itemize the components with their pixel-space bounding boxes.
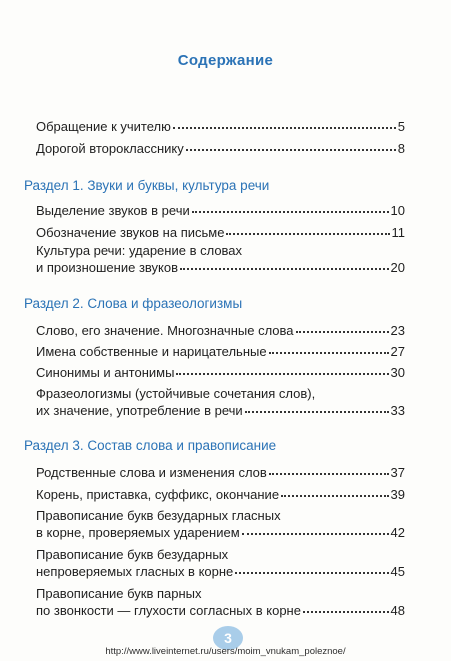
entry-page: 11 xyxy=(391,225,405,240)
entry-page: 30 xyxy=(390,365,405,380)
entry-text: непроверяемых гласных в корне xyxy=(36,564,234,579)
entry-page: 37 xyxy=(390,465,405,480)
entry-page: 23 xyxy=(390,323,405,338)
toc-entry-2-0[interactable] xyxy=(36,322,405,339)
toc-entry-3-1[interactable] xyxy=(36,486,405,503)
dot-leader xyxy=(296,330,389,333)
toc-entry-3-4[interactable] xyxy=(36,585,405,619)
entry-page: 33 xyxy=(390,403,405,418)
dot-leader xyxy=(180,267,389,270)
entry-text: Обращение к учителю xyxy=(36,119,171,134)
entry-page: 20 xyxy=(390,260,405,275)
toc-entry-2-3[interactable] xyxy=(36,385,405,419)
entry-page: 8 xyxy=(397,141,405,156)
entry-text: их значение, употребление в речи xyxy=(36,403,243,418)
entry-text: Синонимы и антонимы xyxy=(36,365,175,380)
toc-entry-1-2[interactable] xyxy=(36,242,405,276)
entry-text: Слово, его значение. Многозначные слова xyxy=(36,323,294,338)
entry-text: Выделение звуков в речи xyxy=(36,203,190,218)
entry-text: в корне, проверяемых ударением xyxy=(36,525,240,540)
entry-page: 48 xyxy=(390,603,405,618)
entry-text-line1: Культура речи: ударение в словах xyxy=(36,243,243,258)
toc-entry-intro-0[interactable] xyxy=(36,118,405,135)
entry-text-line1: Правописание букв безударных xyxy=(36,547,229,562)
section-heading-2[interactable]: Раздел 2. Слова и фразеологизмы xyxy=(24,296,243,311)
toc-entry-2-1[interactable] xyxy=(36,343,405,360)
toc-entry-intro-1[interactable] xyxy=(36,140,405,157)
page-number-badge: 3 xyxy=(213,626,243,650)
entry-text: Обозначение звуков на письме xyxy=(36,225,225,240)
entry-page: 27 xyxy=(390,344,405,359)
entry-page: 39 xyxy=(390,487,405,502)
toc-entry-2-2[interactable] xyxy=(36,364,405,381)
entry-page: 45 xyxy=(390,564,405,579)
toc-entry-3-0[interactable] xyxy=(36,464,405,481)
dot-leader xyxy=(269,351,389,354)
dot-leader xyxy=(245,410,389,413)
dot-leader xyxy=(226,232,389,235)
page-title: Содержание xyxy=(177,52,274,69)
entry-text-line1: Фразеологизмы (устойчивые сочетания слов), xyxy=(36,386,316,401)
entry-page: 42 xyxy=(390,525,405,540)
dot-leader xyxy=(281,494,388,497)
entry-text: Имена собственные и нарицательные xyxy=(36,344,267,359)
watermark-url: http://www.liveinternet.ru/users/moim_vnukam_poleznoe/ xyxy=(105,646,346,657)
dot-leader xyxy=(242,532,389,535)
toc-entry-3-2[interactable] xyxy=(36,507,405,541)
toc-entry-1-0[interactable] xyxy=(36,202,405,219)
entry-text: Родственные слова и изменения слов xyxy=(36,465,267,480)
dot-leader xyxy=(269,472,389,475)
dot-leader xyxy=(235,571,388,574)
entry-text-line1: Правописание букв парных xyxy=(36,586,202,601)
entry-text: и произношение звуков xyxy=(36,260,178,275)
dot-leader xyxy=(176,372,388,375)
entry-text: Дорогой второкласснику xyxy=(36,141,184,156)
dot-leader xyxy=(303,610,389,613)
entry-text-line1: Правописание букв безударных гласных xyxy=(36,508,281,523)
dot-leader xyxy=(173,126,396,129)
section-heading-3[interactable]: Раздел 3. Состав слова и правописание xyxy=(24,438,277,453)
entry-text: по звонкости — глухости согласных в корне xyxy=(36,603,301,618)
section-heading-1[interactable]: Раздел 1. Звуки и буквы, культура речи xyxy=(24,178,270,193)
entry-page: 10 xyxy=(390,203,405,218)
entry-text: Корень, приставка, суффикс, окончание xyxy=(36,487,280,502)
toc-entry-3-3[interactable] xyxy=(36,546,405,580)
dot-leader xyxy=(192,210,389,213)
toc-entry-1-1[interactable] xyxy=(36,224,405,241)
dot-leader xyxy=(186,148,396,151)
entry-page: 5 xyxy=(397,119,405,134)
